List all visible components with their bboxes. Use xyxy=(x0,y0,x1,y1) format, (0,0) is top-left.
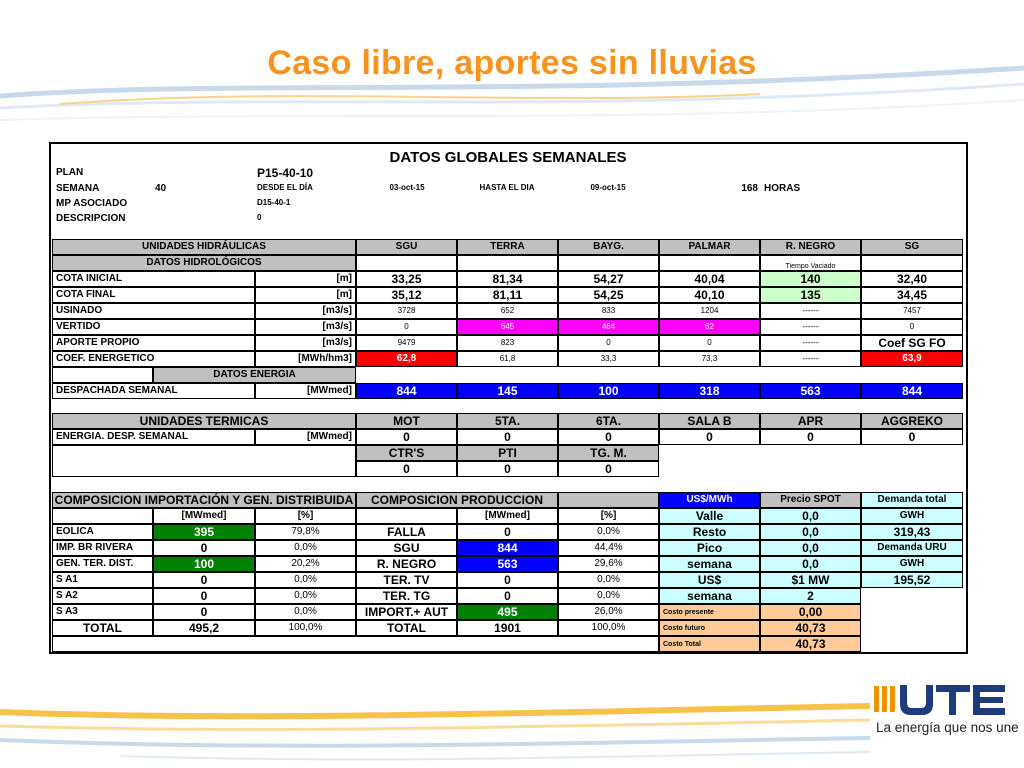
cost-label: Costo Total xyxy=(659,636,760,652)
import-row-pct: 0,0% xyxy=(255,588,356,604)
hydro-row-label: COEF. ENERGETICO xyxy=(52,351,255,367)
hydro-cell: 7457 xyxy=(861,303,963,319)
hydro-cell: 40,04 xyxy=(659,271,760,287)
blank-row xyxy=(52,636,659,652)
prod-row-name: IMPORT.+ AUT xyxy=(356,604,457,620)
hydro-cell: 54,25 xyxy=(558,287,659,303)
hydro-cell: 464 xyxy=(558,319,659,335)
blank-cell xyxy=(861,255,963,271)
spot-row-label: US$ xyxy=(659,572,760,588)
despachada-cell: 318 xyxy=(659,383,760,399)
hydro-cell: 0 xyxy=(861,319,963,335)
import-unit-pct: [%] xyxy=(255,508,356,524)
despachada-cell: 844 xyxy=(356,383,457,399)
prod-row-mw: 495 xyxy=(457,604,558,620)
prod-row-name: TER. TV xyxy=(356,572,457,588)
demand-total-unit: GWH xyxy=(861,508,963,524)
hydro-row-label: VERTIDO xyxy=(52,319,255,335)
thermal-cell: 0 xyxy=(861,429,963,445)
thermal-col-header-2: TG. M. xyxy=(558,445,659,461)
hydro-cell: 40,10 xyxy=(659,287,760,303)
cost-value: 0,00 xyxy=(760,604,861,620)
spot-row-value: $1 MW xyxy=(760,572,861,588)
desc-value: 0 xyxy=(257,213,262,222)
slide-title: Caso libre, aportes sin lluvias xyxy=(267,44,757,82)
prod-unit-pct: [%] xyxy=(558,508,659,524)
prod-row-mw: 0 xyxy=(457,588,558,604)
thermal-cell: 0 xyxy=(558,429,659,445)
thermal-title: UNIDADES TERMICAS xyxy=(52,413,356,429)
hydro-cell: 62 xyxy=(659,319,760,335)
import-row-name: S A2 xyxy=(52,588,153,604)
hydro-row-unit: [m3/s] xyxy=(255,319,356,335)
prod-row-name: SGU xyxy=(356,540,457,556)
desde-label: DESDE EL DÍA xyxy=(257,183,313,192)
blank-cell xyxy=(52,508,153,524)
hydro-cell: 81,11 xyxy=(457,287,558,303)
hydro-col-header: BAYG. xyxy=(558,239,659,255)
spot-row-value: 0,0 xyxy=(760,556,861,572)
hydro-cell: 34,45 xyxy=(861,287,963,303)
prod-row-pct: 0,0% xyxy=(558,524,659,540)
hydro-row-unit: [m] xyxy=(255,287,356,303)
spot-row-label: Valle xyxy=(659,508,760,524)
import-total-mw: 495,2 xyxy=(153,620,255,636)
plan-value: P15-40-10 xyxy=(257,166,314,180)
prod-total-mw: 1901 xyxy=(457,620,558,636)
horas-label: HORAS xyxy=(764,183,801,194)
thermal-col-header: 6TA. xyxy=(558,413,659,429)
thermal-cell-2: 0 xyxy=(558,461,659,477)
spot-row-value: 0,0 xyxy=(760,540,861,556)
hydro-row-unit: [m3/s] xyxy=(255,303,356,319)
despachada-cell: 145 xyxy=(457,383,558,399)
spot-row-value: 0,0 xyxy=(760,524,861,540)
hydro-cell: 35,12 xyxy=(356,287,457,303)
thermal-col-header: SALA B xyxy=(659,413,760,429)
sheet-header: DATOS GLOBALES SEMANALES xyxy=(389,148,627,166)
prod-row-pct: 26,0% xyxy=(558,604,659,620)
import-row-mw: 0 xyxy=(153,588,255,604)
hydro-row-unit: [MWh/hm3] xyxy=(255,351,356,367)
import-row-name: GEN. TER. DIST. xyxy=(52,556,153,572)
hydro-cell: 823 xyxy=(457,335,558,351)
hydro-cell: Coef SG FO xyxy=(861,335,963,351)
demand-total-label: Demanda total xyxy=(861,492,963,508)
hydro-cell: 54,27 xyxy=(558,271,659,287)
ute-logo-icon xyxy=(874,682,1006,718)
mp-label: MP ASOCIADO xyxy=(56,198,128,209)
cost-value: 40,73 xyxy=(760,620,861,636)
desde-value: 03-oct-15 xyxy=(389,183,425,192)
despachada-unit: [MWmed] xyxy=(255,383,356,399)
import-unit-mw: [MWmed] xyxy=(153,508,255,524)
hydro-cell: 135 xyxy=(760,287,861,303)
import-row-mw: 0 xyxy=(153,540,255,556)
prod-row-pct: 0,0% xyxy=(558,588,659,604)
hydro-cell: 81,34 xyxy=(457,271,558,287)
spot-col2: Precio SPOT xyxy=(760,492,861,508)
blank-cell xyxy=(52,367,153,383)
prod-row-pct: 29,6% xyxy=(558,556,659,572)
hydro-row-label: USINADO xyxy=(52,303,255,319)
cost-value: 40,73 xyxy=(760,636,861,652)
slogan-text: La energía que nos une xyxy=(876,720,1019,735)
hydro-row-label: COTA FINAL xyxy=(52,287,255,303)
thermal-cell: 0 xyxy=(356,429,457,445)
hydro-cell: ------ xyxy=(760,303,861,319)
hydro-cell: 645 xyxy=(457,319,558,335)
prod-total-name: TOTAL xyxy=(356,620,457,636)
hydro-cell: 3728 xyxy=(356,303,457,319)
import-row-name: IMP. BR RIVERA xyxy=(52,540,153,556)
hydro-cell: 1204 xyxy=(659,303,760,319)
prod-title: COMPOSICION PRODUCCION xyxy=(356,492,558,508)
hydro-cell: 61,8 xyxy=(457,351,558,367)
cost-label: Costo futuro xyxy=(659,620,760,636)
hydro-cell: 32,40 xyxy=(861,271,963,287)
thermal-cell-2: 0 xyxy=(356,461,457,477)
desc-label: DESCRIPCION xyxy=(56,213,126,224)
blank-cell xyxy=(659,255,760,271)
hydro-title: UNIDADES HIDRÁULICAS xyxy=(52,239,356,255)
prod-row-mw: 563 xyxy=(457,556,558,572)
prod-row-pct: 44,4% xyxy=(558,540,659,556)
blank-cell xyxy=(356,255,457,271)
prod-row-pct: 0,0% xyxy=(558,572,659,588)
despachada-cell: 100 xyxy=(558,383,659,399)
spot-col1: US$/MWh xyxy=(659,492,760,508)
import-row-pct: 0,0% xyxy=(255,572,356,588)
hasta-value: 09-oct-15 xyxy=(590,183,626,192)
hydro-col-header: R. NEGRO xyxy=(760,239,861,255)
thermal-cell: 0 xyxy=(659,429,760,445)
thermal-col-header: AGGREKO xyxy=(861,413,963,429)
prod-row-name: FALLA xyxy=(356,524,457,540)
demand-uru-label: Demanda URU xyxy=(861,540,963,556)
thermal-cell: 0 xyxy=(760,429,861,445)
blank-area xyxy=(52,445,356,477)
hydro-row-label: COTA INICIAL xyxy=(52,271,255,287)
hydro-cell: 0 xyxy=(659,335,760,351)
import-row-pct: 20,2% xyxy=(255,556,356,572)
thermal-cell: 0 xyxy=(457,429,558,445)
spot-row-label: semana xyxy=(659,588,760,604)
hydro-row-unit: [m3/s] xyxy=(255,335,356,351)
hydro-cell: 33,25 xyxy=(356,271,457,287)
hydro-cell: 140 xyxy=(760,271,861,287)
import-row-pct: 0,0% xyxy=(255,540,356,556)
import-row-pct: 0,0% xyxy=(255,604,356,620)
import-row-name: S A3 xyxy=(52,604,153,620)
hydro-cell: 833 xyxy=(558,303,659,319)
hydro-col-header: SGU xyxy=(356,239,457,255)
thermal-col-header: MOT xyxy=(356,413,457,429)
hydro-cell: 0 xyxy=(558,335,659,351)
hydro-cell: ------ xyxy=(760,319,861,335)
prod-row-mw: 0 xyxy=(457,572,558,588)
thermal-col-header-2: CTR'S xyxy=(356,445,457,461)
hydro-cell: 63,9 xyxy=(861,351,963,367)
demand-uru-value: 195,52 xyxy=(861,572,963,588)
prod-row-mw: 0 xyxy=(457,524,558,540)
prod-row-name: R. NEGRO xyxy=(356,556,457,572)
import-row-name: EOLICA xyxy=(52,524,153,540)
prod-row-name: TER. TG xyxy=(356,588,457,604)
mp-value: D15-40-1 xyxy=(257,198,291,207)
datos-energia-label: DATOS ENERGIA xyxy=(153,367,356,383)
spot-row-value: 0,0 xyxy=(760,508,861,524)
import-title: COMPOSICION IMPORTACIÓN Y GEN. DISTRIBUIDA xyxy=(52,492,356,508)
spot-row-label: Pico xyxy=(659,540,760,556)
hydro-cell: 0 xyxy=(356,319,457,335)
despachada-cell: 563 xyxy=(760,383,861,399)
plan-label: PLAN xyxy=(56,167,84,178)
hydro-row-unit: [m] xyxy=(255,271,356,287)
blank-cell xyxy=(356,508,457,524)
blank-cell xyxy=(457,255,558,271)
tiempo-vaciado-label: Tiempo Vaciado xyxy=(785,263,836,270)
hydro-col-header: PALMAR xyxy=(659,239,760,255)
hydro-cell: 652 xyxy=(457,303,558,319)
import-row-pct: 79,8% xyxy=(255,524,356,540)
hydro-cell: 33,3 xyxy=(558,351,659,367)
hydro-cell: ------ xyxy=(760,335,861,351)
hydro-col-header: SG xyxy=(861,239,963,255)
prod-total-pct: 100,0% xyxy=(558,620,659,636)
thermal-row-label: ENERGIA. DESP. SEMANAL xyxy=(52,429,255,445)
prod-row-mw: 844 xyxy=(457,540,558,556)
thermal-col-header: APR xyxy=(760,413,861,429)
hydro-cell: 73,3 xyxy=(659,351,760,367)
blank-cell xyxy=(558,255,659,271)
hydro-cell: 62,8 xyxy=(356,351,457,367)
thermal-cell-2: 0 xyxy=(457,461,558,477)
hydro-col-header: TERRA xyxy=(457,239,558,255)
demand-uru-unit: GWH xyxy=(861,556,963,572)
spot-row-label: Resto xyxy=(659,524,760,540)
import-total-name: TOTAL xyxy=(52,620,153,636)
import-row-mw: 0 xyxy=(153,572,255,588)
cost-label: Costo presente xyxy=(659,604,760,620)
datos-hidrologicos-label: DATOS HIDROLÓGICOS xyxy=(52,255,356,271)
thermal-row-unit: [MWmed] xyxy=(255,429,356,445)
semana-value: 40 xyxy=(155,183,167,194)
import-row-mw: 0 xyxy=(153,604,255,620)
spot-row-label: semana xyxy=(659,556,760,572)
blank-cell xyxy=(558,492,659,508)
despachada-cell: 844 xyxy=(861,383,963,399)
despachada-label: DESPACHADA SEMANAL xyxy=(52,383,255,399)
hydro-row-label: APORTE PROPIO xyxy=(52,335,255,351)
import-row-mw: 395 xyxy=(153,524,255,540)
import-row-mw: 100 xyxy=(153,556,255,572)
import-total-pct: 100,0% xyxy=(255,620,356,636)
thermal-col-header-2: PTI xyxy=(457,445,558,461)
horas-value: 168 xyxy=(741,183,758,194)
hydro-cell: ------ xyxy=(760,351,861,367)
demand-total-value: 319,43 xyxy=(861,524,963,540)
prod-unit-mw: [MWmed] xyxy=(457,508,558,524)
datos-globales-sheet xyxy=(49,142,968,654)
semana-label: SEMANA xyxy=(56,183,100,194)
hasta-label: HASTA EL DIA xyxy=(479,183,535,192)
spot-row-value: 2 xyxy=(760,588,861,604)
hydro-cell: 9479 xyxy=(356,335,457,351)
thermal-col-header: 5TA. xyxy=(457,413,558,429)
import-row-name: S A1 xyxy=(52,572,153,588)
